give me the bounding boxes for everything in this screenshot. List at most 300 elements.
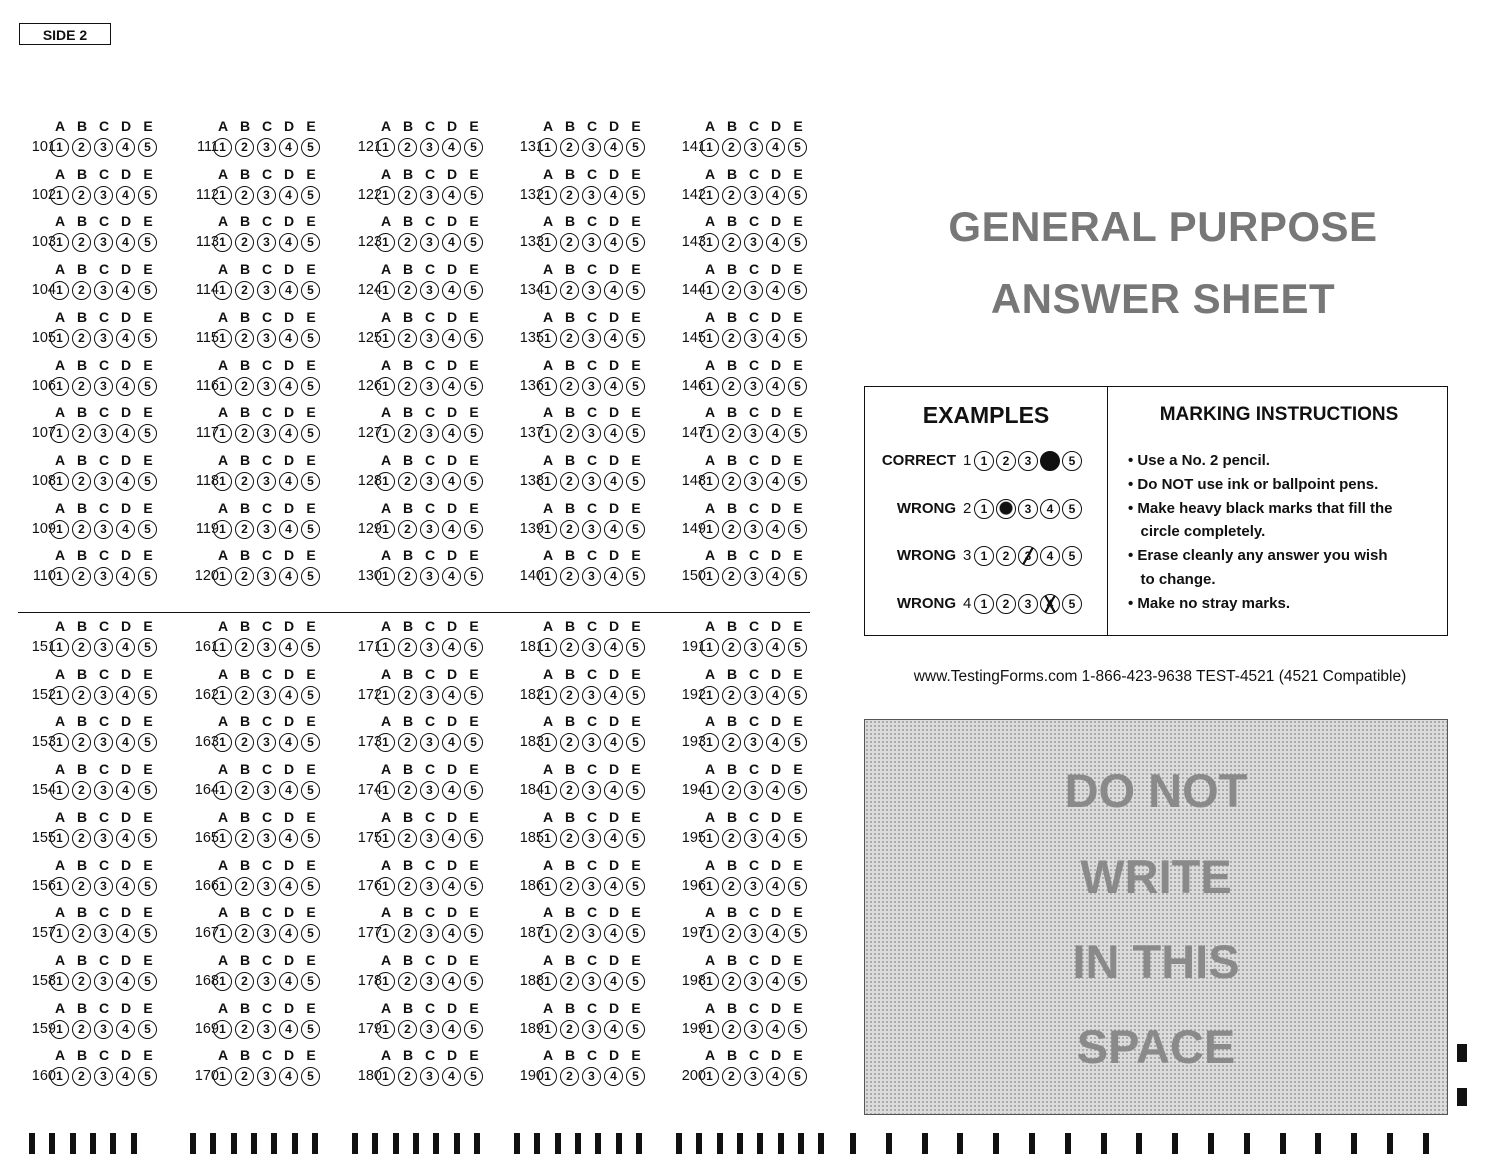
answer-bubble[interactable]: 4 [116,329,135,348]
answer-bubble[interactable]: 4 [766,972,785,991]
answer-bubble[interactable]: 2 [560,733,579,752]
answer-bubble[interactable]: 1 [213,829,232,848]
answer-bubble[interactable]: 1 [50,1020,69,1039]
answer-bubble[interactable]: 5 [138,1020,157,1039]
answer-bubble[interactable]: 1 [213,424,232,443]
answer-bubble[interactable]: 1 [376,567,395,586]
answer-bubble[interactable]: 4 [442,638,461,657]
answer-bubble[interactable]: 3 [257,377,276,396]
answer-bubble[interactable]: 1 [700,567,719,586]
answer-bubble[interactable]: 2 [398,138,417,157]
answer-bubble[interactable]: 4 [442,138,461,157]
answer-bubble[interactable]: 5 [138,233,157,252]
answer-bubble[interactable]: 5 [464,686,483,705]
answer-bubble[interactable]: 5 [464,281,483,300]
answer-bubble[interactable]: 5 [301,1020,320,1039]
answer-bubble[interactable]: 5 [626,472,645,491]
answer-bubble[interactable]: 2 [235,567,254,586]
answer-bubble[interactable]: 1 [538,924,557,943]
answer-bubble[interactable]: 5 [788,186,807,205]
answer-bubble[interactable]: 1 [213,638,232,657]
answer-bubble[interactable]: 2 [722,1020,741,1039]
answer-bubble[interactable]: 4 [604,1020,623,1039]
answer-bubble[interactable]: 4 [279,1020,298,1039]
answer-bubble[interactable]: 2 [398,186,417,205]
answer-bubble[interactable]: 5 [464,424,483,443]
answer-bubble[interactable]: 2 [722,781,741,800]
answer-bubble[interactable]: 3 [94,233,113,252]
answer-bubble[interactable]: 1 [376,186,395,205]
answer-bubble[interactable]: 2 [560,424,579,443]
answer-bubble[interactable]: 1 [50,520,69,539]
answer-bubble[interactable]: 4 [442,567,461,586]
answer-bubble[interactable]: 5 [626,924,645,943]
answer-bubble[interactable]: 3 [94,686,113,705]
answer-bubble[interactable]: 4 [279,186,298,205]
answer-bubble[interactable]: 5 [788,424,807,443]
answer-bubble[interactable]: 2 [72,877,91,896]
answer-bubble[interactable]: 5 [138,924,157,943]
answer-bubble[interactable]: 3 [744,877,763,896]
answer-bubble[interactable]: 1 [700,186,719,205]
answer-bubble[interactable]: 2 [722,377,741,396]
answer-bubble[interactable]: 4 [604,329,623,348]
answer-bubble[interactable]: 1 [50,638,69,657]
answer-bubble[interactable]: 5 [788,781,807,800]
answer-bubble[interactable]: 1 [700,686,719,705]
answer-bubble[interactable]: 5 [138,781,157,800]
answer-bubble[interactable]: 5 [788,972,807,991]
answer-bubble[interactable]: 4 [604,520,623,539]
answer-bubble[interactable]: 3 [744,233,763,252]
answer-bubble[interactable]: 4 [279,281,298,300]
answer-bubble[interactable]: 4 [766,686,785,705]
answer-bubble[interactable]: 2 [235,377,254,396]
answer-bubble[interactable]: 3 [744,520,763,539]
answer-bubble[interactable]: 3 [257,1020,276,1039]
answer-bubble[interactable]: 5 [788,733,807,752]
answer-bubble[interactable]: 4 [766,1067,785,1086]
answer-bubble[interactable]: 3 [582,233,601,252]
answer-bubble[interactable]: 5 [464,829,483,848]
answer-bubble[interactable]: 1 [50,829,69,848]
answer-bubble[interactable]: 3 [94,377,113,396]
answer-bubble[interactable]: 5 [301,281,320,300]
answer-bubble[interactable]: 1 [700,781,719,800]
answer-bubble[interactable]: 1 [538,329,557,348]
answer-bubble[interactable]: 4 [442,281,461,300]
answer-bubble[interactable]: 1 [538,472,557,491]
answer-bubble[interactable]: 4 [766,329,785,348]
answer-bubble[interactable]: 1 [700,329,719,348]
answer-bubble[interactable]: 4 [442,781,461,800]
answer-bubble[interactable]: 5 [626,638,645,657]
answer-bubble[interactable]: 5 [788,377,807,396]
answer-bubble[interactable]: 1 [538,281,557,300]
answer-bubble[interactable]: 2 [722,424,741,443]
answer-bubble[interactable]: 5 [301,520,320,539]
answer-bubble[interactable]: 1 [213,520,232,539]
answer-bubble[interactable]: 2 [235,1067,254,1086]
answer-bubble[interactable]: 1 [376,377,395,396]
answer-bubble[interactable]: 4 [442,472,461,491]
answer-bubble[interactable]: 4 [442,1020,461,1039]
answer-bubble[interactable]: 3 [582,424,601,443]
answer-bubble[interactable]: 3 [257,638,276,657]
answer-bubble[interactable]: 4 [442,520,461,539]
answer-bubble[interactable]: 2 [560,138,579,157]
answer-bubble[interactable]: 5 [464,567,483,586]
answer-bubble[interactable]: 5 [464,877,483,896]
answer-bubble[interactable]: 3 [582,972,601,991]
answer-bubble[interactable]: 5 [301,686,320,705]
answer-bubble[interactable]: 4 [766,377,785,396]
answer-bubble[interactable]: 2 [722,972,741,991]
answer-bubble[interactable]: 1 [50,924,69,943]
answer-bubble[interactable]: 2 [560,638,579,657]
answer-bubble[interactable]: 2 [235,924,254,943]
answer-bubble[interactable]: 5 [626,520,645,539]
answer-bubble[interactable]: 4 [279,1067,298,1086]
answer-bubble[interactable]: 3 [257,924,276,943]
answer-bubble[interactable]: 4 [279,424,298,443]
answer-bubble[interactable]: 4 [442,329,461,348]
answer-bubble[interactable]: 2 [722,472,741,491]
answer-bubble[interactable]: 1 [213,733,232,752]
answer-bubble[interactable]: 4 [766,733,785,752]
answer-bubble[interactable]: 1 [213,877,232,896]
answer-bubble[interactable]: 2 [560,972,579,991]
answer-bubble[interactable]: 4 [442,829,461,848]
answer-bubble[interactable]: 1 [50,186,69,205]
answer-bubble[interactable]: 4 [604,424,623,443]
answer-bubble[interactable]: 5 [626,138,645,157]
answer-bubble[interactable]: 3 [420,424,439,443]
answer-bubble[interactable]: 3 [257,686,276,705]
answer-bubble[interactable]: 5 [301,377,320,396]
answer-bubble[interactable]: 4 [604,686,623,705]
answer-bubble[interactable]: 4 [604,924,623,943]
answer-bubble[interactable]: 4 [279,329,298,348]
answer-bubble[interactable]: 4 [766,520,785,539]
answer-bubble[interactable]: 3 [744,638,763,657]
answer-bubble[interactable]: 1 [376,686,395,705]
answer-bubble[interactable]: 4 [279,233,298,252]
answer-bubble[interactable]: 1 [538,1020,557,1039]
answer-bubble[interactable]: 5 [138,329,157,348]
answer-bubble[interactable]: 2 [560,829,579,848]
answer-bubble[interactable]: 2 [722,186,741,205]
answer-bubble[interactable]: 3 [257,281,276,300]
answer-bubble[interactable]: 5 [788,233,807,252]
answer-bubble[interactable]: 5 [301,1067,320,1086]
answer-bubble[interactable]: 3 [420,1067,439,1086]
answer-bubble[interactable]: 4 [279,472,298,491]
answer-bubble[interactable]: 4 [442,377,461,396]
answer-bubble[interactable]: 3 [582,924,601,943]
answer-bubble[interactable]: 4 [766,877,785,896]
answer-bubble[interactable]: 1 [213,377,232,396]
answer-bubble[interactable]: 3 [420,1020,439,1039]
answer-bubble[interactable]: 3 [257,972,276,991]
answer-bubble[interactable]: 2 [72,329,91,348]
answer-bubble[interactable]: 2 [398,924,417,943]
answer-bubble[interactable]: 5 [464,638,483,657]
answer-bubble[interactable]: 5 [626,877,645,896]
answer-bubble[interactable]: 5 [301,233,320,252]
answer-bubble[interactable]: 2 [398,281,417,300]
answer-bubble[interactable]: 3 [94,186,113,205]
answer-bubble[interactable]: 3 [94,424,113,443]
answer-bubble[interactable]: 5 [138,281,157,300]
answer-bubble[interactable]: 1 [538,733,557,752]
answer-bubble[interactable]: 5 [464,329,483,348]
answer-bubble[interactable]: 4 [604,233,623,252]
answer-bubble[interactable]: 3 [744,924,763,943]
answer-bubble[interactable]: 5 [138,638,157,657]
answer-bubble[interactable]: 3 [744,567,763,586]
answer-bubble[interactable]: 1 [213,329,232,348]
answer-bubble[interactable]: 2 [72,233,91,252]
answer-bubble[interactable]: 3 [420,186,439,205]
answer-bubble[interactable]: 3 [744,377,763,396]
answer-bubble[interactable]: 3 [420,520,439,539]
answer-bubble[interactable]: 2 [722,233,741,252]
answer-bubble[interactable]: 3 [257,781,276,800]
answer-bubble[interactable]: 5 [301,829,320,848]
answer-bubble[interactable]: 5 [788,567,807,586]
answer-bubble[interactable]: 1 [700,972,719,991]
answer-bubble[interactable]: 2 [398,638,417,657]
answer-bubble[interactable]: 2 [560,329,579,348]
answer-bubble[interactable]: 1 [376,829,395,848]
answer-bubble[interactable]: 3 [582,877,601,896]
answer-bubble[interactable]: 3 [582,686,601,705]
answer-bubble[interactable]: 3 [420,329,439,348]
answer-bubble[interactable]: 5 [301,186,320,205]
answer-bubble[interactable]: 4 [766,424,785,443]
answer-bubble[interactable]: 1 [538,972,557,991]
answer-bubble[interactable]: 1 [50,424,69,443]
answer-bubble[interactable]: 3 [744,733,763,752]
answer-bubble[interactable]: 5 [788,877,807,896]
answer-bubble[interactable]: 1 [50,138,69,157]
answer-bubble[interactable]: 3 [94,567,113,586]
answer-bubble[interactable]: 1 [376,1020,395,1039]
answer-bubble[interactable]: 2 [72,829,91,848]
answer-bubble[interactable]: 3 [420,781,439,800]
answer-bubble[interactable]: 2 [560,1020,579,1039]
answer-bubble[interactable]: 5 [301,781,320,800]
answer-bubble[interactable]: 4 [116,472,135,491]
answer-bubble[interactable]: 2 [235,520,254,539]
answer-bubble[interactable]: 2 [72,424,91,443]
answer-bubble[interactable]: 1 [700,638,719,657]
answer-bubble[interactable]: 4 [766,138,785,157]
answer-bubble[interactable]: 5 [788,472,807,491]
answer-bubble[interactable]: 2 [722,138,741,157]
answer-bubble[interactable]: 4 [116,924,135,943]
answer-bubble[interactable]: 1 [213,1067,232,1086]
answer-bubble[interactable]: 5 [138,686,157,705]
answer-bubble[interactable]: 4 [279,877,298,896]
answer-bubble[interactable]: 5 [788,520,807,539]
answer-bubble[interactable]: 1 [376,520,395,539]
answer-bubble[interactable]: 5 [464,972,483,991]
answer-bubble[interactable]: 2 [560,520,579,539]
answer-bubble[interactable]: 3 [94,972,113,991]
answer-bubble[interactable]: 1 [50,567,69,586]
answer-bubble[interactable]: 3 [94,733,113,752]
answer-bubble[interactable]: 3 [582,638,601,657]
answer-bubble[interactable]: 3 [94,1020,113,1039]
answer-bubble[interactable]: 5 [626,329,645,348]
answer-bubble[interactable]: 1 [376,472,395,491]
answer-bubble[interactable]: 2 [235,733,254,752]
answer-bubble[interactable]: 3 [257,472,276,491]
answer-bubble[interactable]: 2 [722,520,741,539]
answer-bubble[interactable]: 5 [138,186,157,205]
answer-bubble[interactable]: 3 [582,472,601,491]
answer-bubble[interactable]: 5 [626,377,645,396]
answer-bubble[interactable]: 5 [301,329,320,348]
answer-bubble[interactable]: 3 [744,329,763,348]
answer-bubble[interactable]: 5 [626,829,645,848]
answer-bubble[interactable]: 5 [464,1020,483,1039]
answer-bubble[interactable]: 4 [604,281,623,300]
answer-bubble[interactable]: 5 [788,1020,807,1039]
answer-bubble[interactable]: 1 [700,520,719,539]
answer-bubble[interactable]: 1 [50,281,69,300]
answer-bubble[interactable]: 3 [744,686,763,705]
answer-bubble[interactable]: 1 [213,686,232,705]
answer-bubble[interactable]: 1 [50,329,69,348]
answer-bubble[interactable]: 1 [213,138,232,157]
answer-bubble[interactable]: 1 [50,686,69,705]
answer-bubble[interactable]: 5 [301,138,320,157]
answer-bubble[interactable]: 5 [788,138,807,157]
answer-bubble[interactable]: 2 [235,281,254,300]
answer-bubble[interactable]: 3 [582,138,601,157]
answer-bubble[interactable]: 2 [398,1067,417,1086]
answer-bubble[interactable]: 2 [235,1020,254,1039]
answer-bubble[interactable]: 4 [766,638,785,657]
answer-bubble[interactable]: 2 [235,186,254,205]
answer-bubble[interactable]: 2 [235,138,254,157]
answer-bubble[interactable]: 3 [582,567,601,586]
answer-bubble[interactable]: 3 [582,186,601,205]
answer-bubble[interactable]: 5 [464,233,483,252]
answer-bubble[interactable]: 2 [560,233,579,252]
answer-bubble[interactable]: 5 [626,972,645,991]
answer-bubble[interactable]: 1 [213,567,232,586]
answer-bubble[interactable]: 1 [538,567,557,586]
answer-bubble[interactable]: 1 [213,281,232,300]
answer-bubble[interactable]: 3 [582,281,601,300]
answer-bubble[interactable]: 4 [604,638,623,657]
answer-bubble[interactable]: 5 [626,781,645,800]
answer-bubble[interactable]: 3 [744,424,763,443]
answer-bubble[interactable]: 5 [138,472,157,491]
answer-bubble[interactable]: 1 [213,972,232,991]
answer-bubble[interactable]: 4 [116,686,135,705]
answer-bubble[interactable]: 2 [235,972,254,991]
answer-bubble[interactable]: 5 [138,972,157,991]
answer-bubble[interactable]: 2 [72,1067,91,1086]
answer-bubble[interactable]: 2 [72,781,91,800]
answer-bubble[interactable]: 5 [626,1020,645,1039]
answer-bubble[interactable]: 2 [398,377,417,396]
answer-bubble[interactable]: 4 [604,567,623,586]
answer-bubble[interactable]: 4 [766,781,785,800]
answer-bubble[interactable]: 1 [213,781,232,800]
answer-bubble[interactable]: 1 [50,377,69,396]
answer-bubble[interactable]: 3 [94,281,113,300]
answer-bubble[interactable]: 2 [560,567,579,586]
answer-bubble[interactable]: 2 [560,186,579,205]
answer-bubble[interactable]: 1 [700,233,719,252]
answer-bubble[interactable]: 5 [138,877,157,896]
answer-bubble[interactable]: 1 [700,877,719,896]
answer-bubble[interactable]: 2 [722,877,741,896]
answer-bubble[interactable]: 5 [301,877,320,896]
answer-bubble[interactable]: 5 [301,567,320,586]
answer-bubble[interactable]: 4 [279,567,298,586]
answer-bubble[interactable]: 4 [442,733,461,752]
answer-bubble[interactable]: 3 [257,233,276,252]
answer-bubble[interactable]: 2 [398,781,417,800]
answer-bubble[interactable]: 2 [398,972,417,991]
answer-bubble[interactable]: 1 [538,877,557,896]
answer-bubble[interactable]: 3 [94,781,113,800]
answer-bubble[interactable]: 2 [235,781,254,800]
answer-bubble[interactable]: 4 [442,424,461,443]
answer-bubble[interactable]: 2 [560,1067,579,1086]
answer-bubble[interactable]: 2 [722,829,741,848]
answer-bubble[interactable]: 5 [301,424,320,443]
answer-bubble[interactable]: 4 [116,281,135,300]
answer-bubble[interactable]: 1 [538,520,557,539]
answer-bubble[interactable]: 5 [464,472,483,491]
answer-bubble[interactable]: 3 [94,877,113,896]
answer-bubble[interactable]: 2 [72,472,91,491]
answer-bubble[interactable]: 1 [376,329,395,348]
answer-bubble[interactable]: 5 [301,472,320,491]
answer-bubble[interactable]: 1 [376,424,395,443]
answer-bubble[interactable]: 2 [722,924,741,943]
answer-bubble[interactable]: 2 [235,233,254,252]
answer-bubble[interactable]: 5 [138,377,157,396]
answer-bubble[interactable]: 2 [398,877,417,896]
answer-bubble[interactable]: 4 [766,186,785,205]
answer-bubble[interactable]: 1 [213,924,232,943]
answer-bubble[interactable]: 2 [72,924,91,943]
answer-bubble[interactable]: 2 [235,877,254,896]
answer-bubble[interactable]: 3 [744,186,763,205]
answer-bubble[interactable]: 1 [213,233,232,252]
answer-bubble[interactable]: 5 [464,138,483,157]
answer-bubble[interactable]: 5 [138,829,157,848]
answer-bubble[interactable]: 5 [626,424,645,443]
answer-bubble[interactable]: 4 [766,233,785,252]
answer-bubble[interactable]: 5 [464,924,483,943]
answer-bubble[interactable]: 4 [116,138,135,157]
answer-bubble[interactable]: 5 [138,1067,157,1086]
answer-bubble[interactable]: 1 [700,733,719,752]
answer-bubble[interactable]: 2 [722,1067,741,1086]
answer-bubble[interactable]: 5 [788,329,807,348]
answer-bubble[interactable]: 3 [744,472,763,491]
